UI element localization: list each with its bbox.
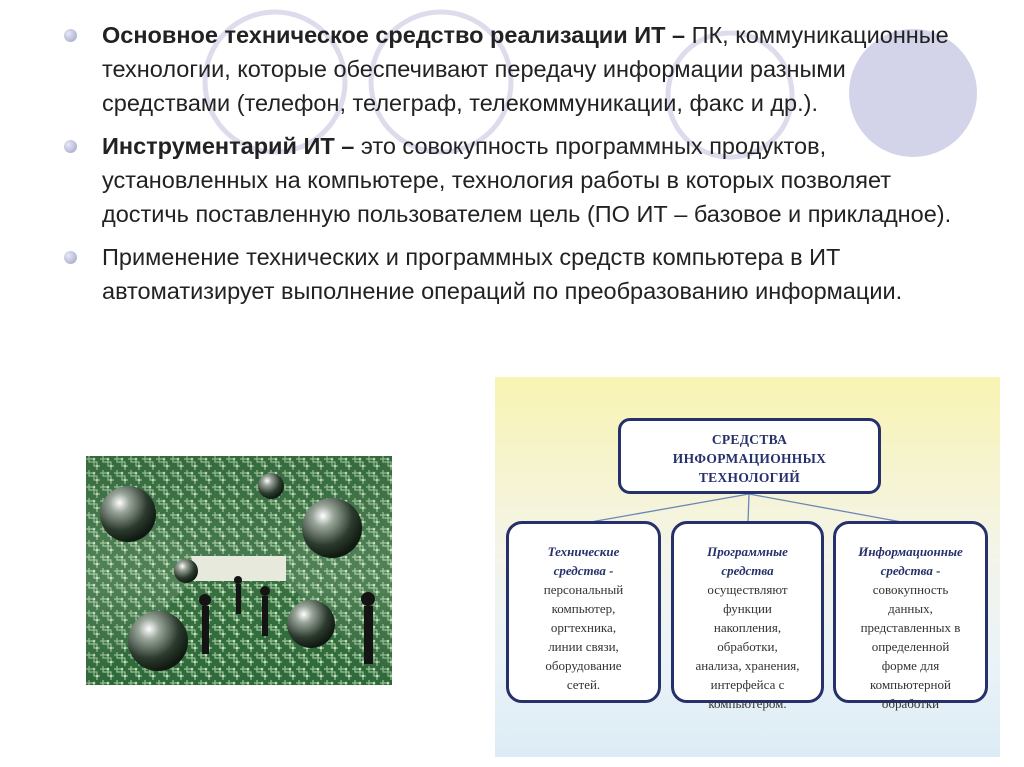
box-desc-line: обработки,: [717, 639, 778, 654]
circuit-board-spheres-image: [86, 456, 392, 685]
box-desc-line: осуществляют: [707, 582, 788, 597]
bullet-list: [62, 18, 962, 317]
box-desc-line: сетей.: [566, 677, 601, 692]
box-desc-line: функции: [723, 601, 772, 616]
box-desc-line: компьютерной: [870, 677, 951, 692]
box-desc-line: оборудование: [545, 658, 622, 673]
box-desc-line: представленных в: [860, 620, 961, 635]
box-desc-line: форме для: [881, 658, 940, 673]
box-desc-line: компьютер,: [551, 601, 616, 616]
diagram-main-line-1: СРЕДСТВА: [711, 432, 788, 447]
diagram-box-information: [833, 521, 988, 711]
box-title-1: Информационные: [858, 544, 963, 559]
circle-bullet-icon: [64, 140, 77, 153]
diagram-main-line-2: ИНФОРМАЦИОННЫХ: [672, 451, 827, 466]
bullet-text: Применение технических и программных средств компьютера в ИТ автоматизирует выполнение операций по преобразованию информации.: [102, 244, 903, 304]
box-desc-line: оргтехника,: [550, 620, 617, 635]
bullet-item-3: [62, 240, 962, 308]
box-desc-line: данных,: [888, 601, 933, 616]
diagram-main-line-3: ТЕХНОЛОГИЙ: [698, 470, 801, 485]
box-desc-line: накопления,: [713, 620, 782, 635]
bullet-item-1: [62, 18, 962, 120]
box-title-2: средства -: [880, 563, 941, 578]
box-desc-line: интерфейса с: [710, 677, 785, 692]
diagram-box-hardware: [506, 521, 661, 703]
box-desc-line: обработки: [881, 696, 940, 711]
box-title-2: средства -: [553, 563, 614, 578]
bullet-text: это совокупность программных продуктов, установленных на компьютере, технология работы в которых позволяет достичь поставленную пользователем цель (ПО ИТ – базовое и прикладное).: [102, 133, 952, 227]
circle-bullet-icon: [64, 29, 77, 42]
box-desc-line: определенной: [871, 639, 950, 654]
bullet-item-2: [62, 129, 962, 231]
it-tools-diagram: [495, 377, 1000, 757]
box-title-1: Программные: [707, 544, 788, 559]
box-desc-line: анализа, хранения,: [695, 658, 800, 673]
box-desc-line: компьютером.: [708, 696, 787, 711]
diagram-main-box: [618, 418, 881, 494]
box-desc-line: персональный: [543, 582, 624, 597]
bullet-term: Основное техническое средство реализации ИТ –: [102, 22, 686, 48]
bullet-text: ПК, коммуникационные технологии, которые обеспечивают передачу информации разными средствами (телефон, телеграф, телекоммуникации, факс и др.).: [102, 22, 949, 116]
bullet-term: Инструментарий ИТ –: [102, 133, 355, 159]
box-title-1: Технические: [547, 544, 620, 559]
box-desc-line: совокупность: [872, 582, 949, 597]
diagram-box-software: [671, 521, 824, 711]
box-desc-line: линии связи,: [548, 639, 619, 654]
box-title-2: средства: [721, 563, 774, 578]
circle-bullet-icon: [64, 251, 77, 264]
